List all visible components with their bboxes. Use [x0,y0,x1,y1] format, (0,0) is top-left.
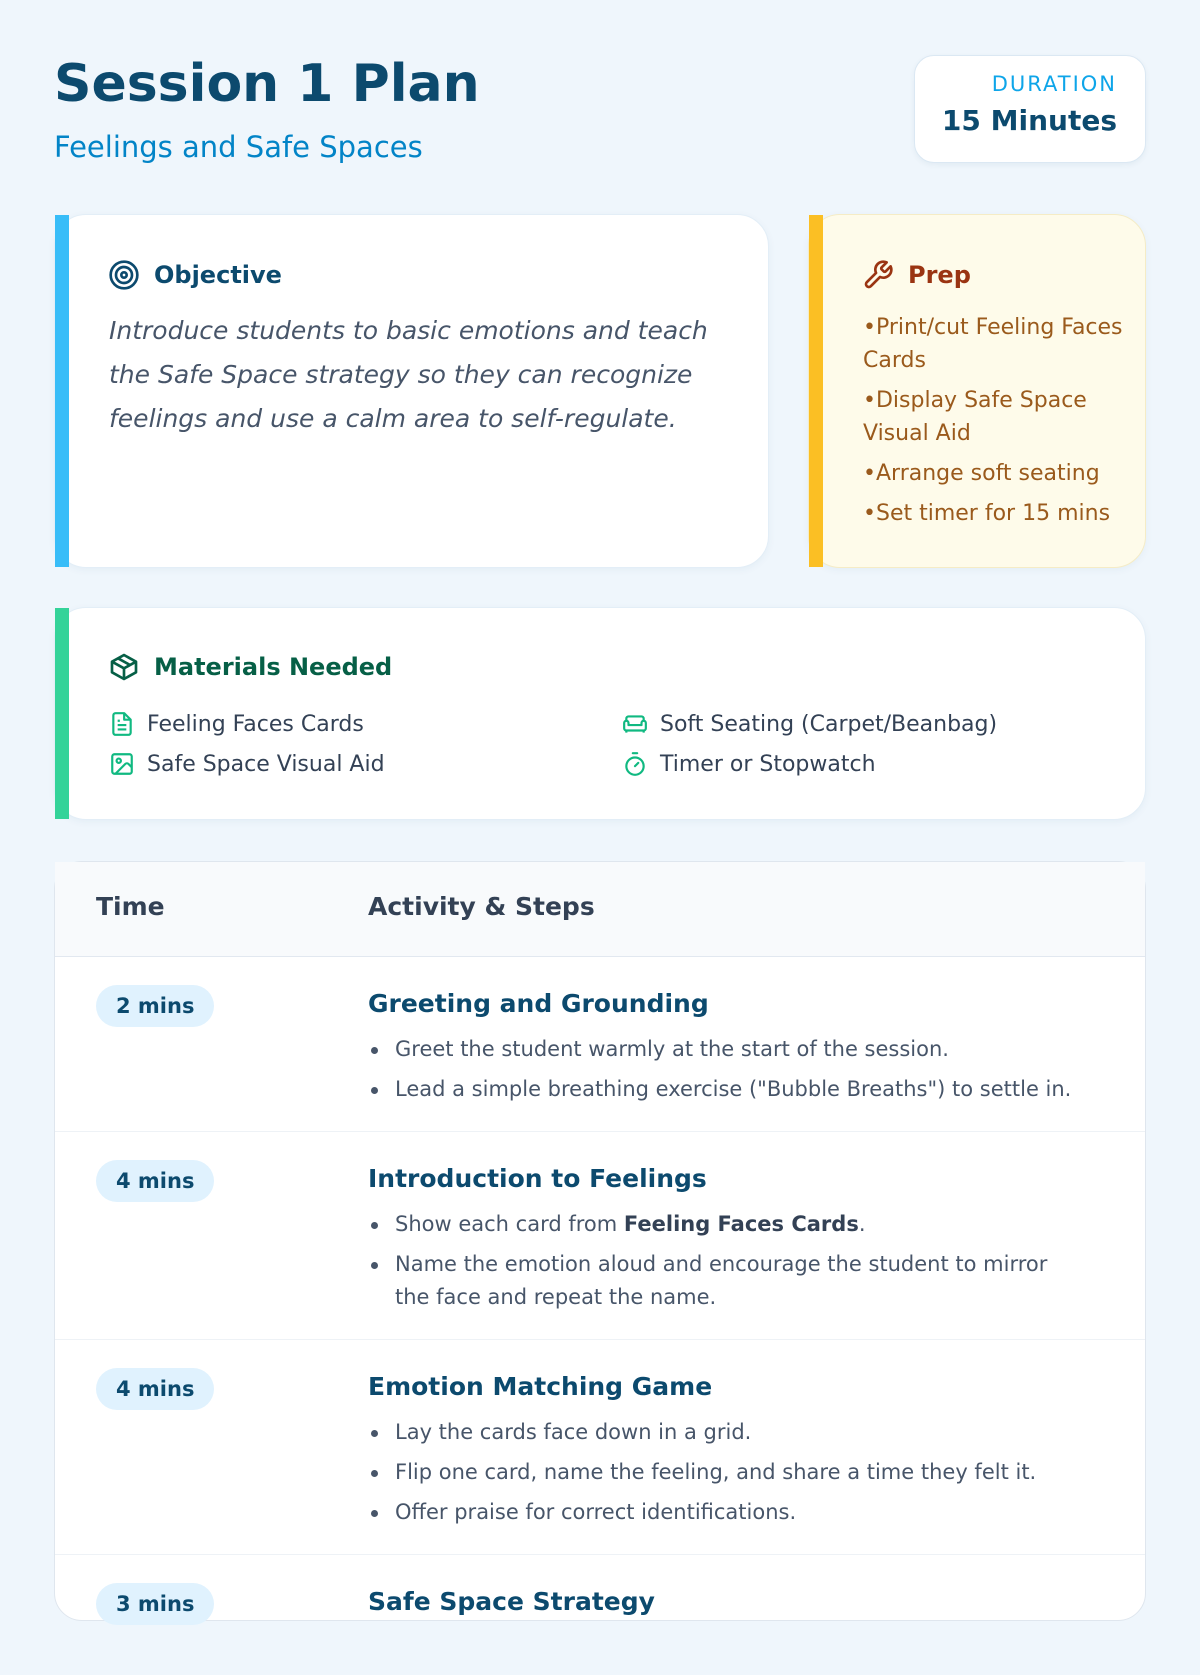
objective-accent-bar [55,215,69,567]
objective-text: Introduce students to basic emotions and teach the Safe Space strategy so they can recognize feelings and use a calm area to self-regulate. [109,316,708,433]
box-icon [108,651,140,683]
prep-heading-text: Prep [908,261,971,289]
time-badge: 4 mins [96,1368,214,1410]
activity-step: Flip one card, name the feeling, and share a time they felt it. [368,1456,1088,1489]
material-label: Safe Space Visual Aid [147,751,385,777]
objective-heading-text: Objective [154,261,282,289]
material-item [109,748,622,780]
activity-step: Lead a simple breathing exercise ("Bubble Breaths") to settle in. [368,1073,1088,1106]
materials-heading-text: Materials Needed [154,653,393,681]
activity-title: Greeting and Grounding [368,989,709,1018]
prep-card [808,214,1146,568]
activity-steps [368,1033,1088,1113]
image-icon [109,751,135,777]
prep-heading [862,259,971,291]
materials-card [54,607,1146,820]
prep-item: • Arrange soft seating [863,457,1133,490]
step-text: Show each card from [395,1212,624,1236]
material-label: Soft Seating (Carpet/Beanbag) [660,711,998,737]
table-header [55,862,1145,957]
material-item [622,708,1092,740]
objective-heading [108,259,282,291]
table-row [55,1555,1145,1675]
step-text: . [858,1212,866,1236]
timer-icon [622,751,648,777]
table-row [55,1132,1145,1340]
activity-steps [368,1416,1088,1536]
activity-step: Offer praise for correct identifications. [368,1496,1088,1529]
materials-accent-bar [55,608,69,819]
duration-label: DURATION [991,72,1117,96]
activity-steps [368,1208,1088,1321]
activity-title: Emotion Matching Game [368,1372,713,1401]
duration-badge [914,55,1146,163]
time-badge: 3 mins [96,1583,214,1625]
document-icon [109,711,135,737]
target-icon [108,259,140,291]
duration-value: 15 Minutes [941,104,1117,137]
materials-heading [108,651,392,683]
objective-card [54,214,769,568]
activity-title: Introduction to Feelings [368,1164,707,1193]
time-badge: 4 mins [96,1160,214,1202]
prep-list [863,311,1133,537]
activity-title: Safe Space Strategy [368,1587,655,1616]
activity-step: Greet the student warmly at the start of the session. [368,1033,1088,1066]
prep-item: • Print/cut Feeling Faces Cards [863,311,1133,377]
prep-accent-bar [809,215,823,567]
material-label: Feeling Faces Cards [147,711,364,737]
prep-item: • Display Safe Space Visual Aid [863,384,1133,450]
wrench-icon [862,259,894,291]
activity-step: Name the emotion aloud and encourage the student to mirror the face and repeat the name. [368,1248,1088,1314]
materials-list [109,708,1109,780]
schedule-table [54,861,1146,1621]
prep-item: • Set timer for 15 mins [863,497,1133,530]
sofa-icon [622,711,648,737]
page-title: Session 1 Plan [54,54,480,114]
step-bold-text: Feeling Faces Cards [623,1212,859,1236]
activity-step: Lay the cards face down in a grid. [368,1416,1088,1449]
page-subtitle: Feelings and Safe Spaces [54,130,423,164]
material-item [622,748,1092,780]
activity-step [368,1208,1088,1241]
column-header-activity: Activity & Steps [368,892,595,921]
column-header-time: Time [96,892,165,921]
material-label: Timer or Stopwatch [660,751,876,777]
material-item [109,708,622,740]
time-badge: 2 mins [96,985,214,1027]
table-row [55,1340,1145,1555]
table-row [55,957,1145,1132]
